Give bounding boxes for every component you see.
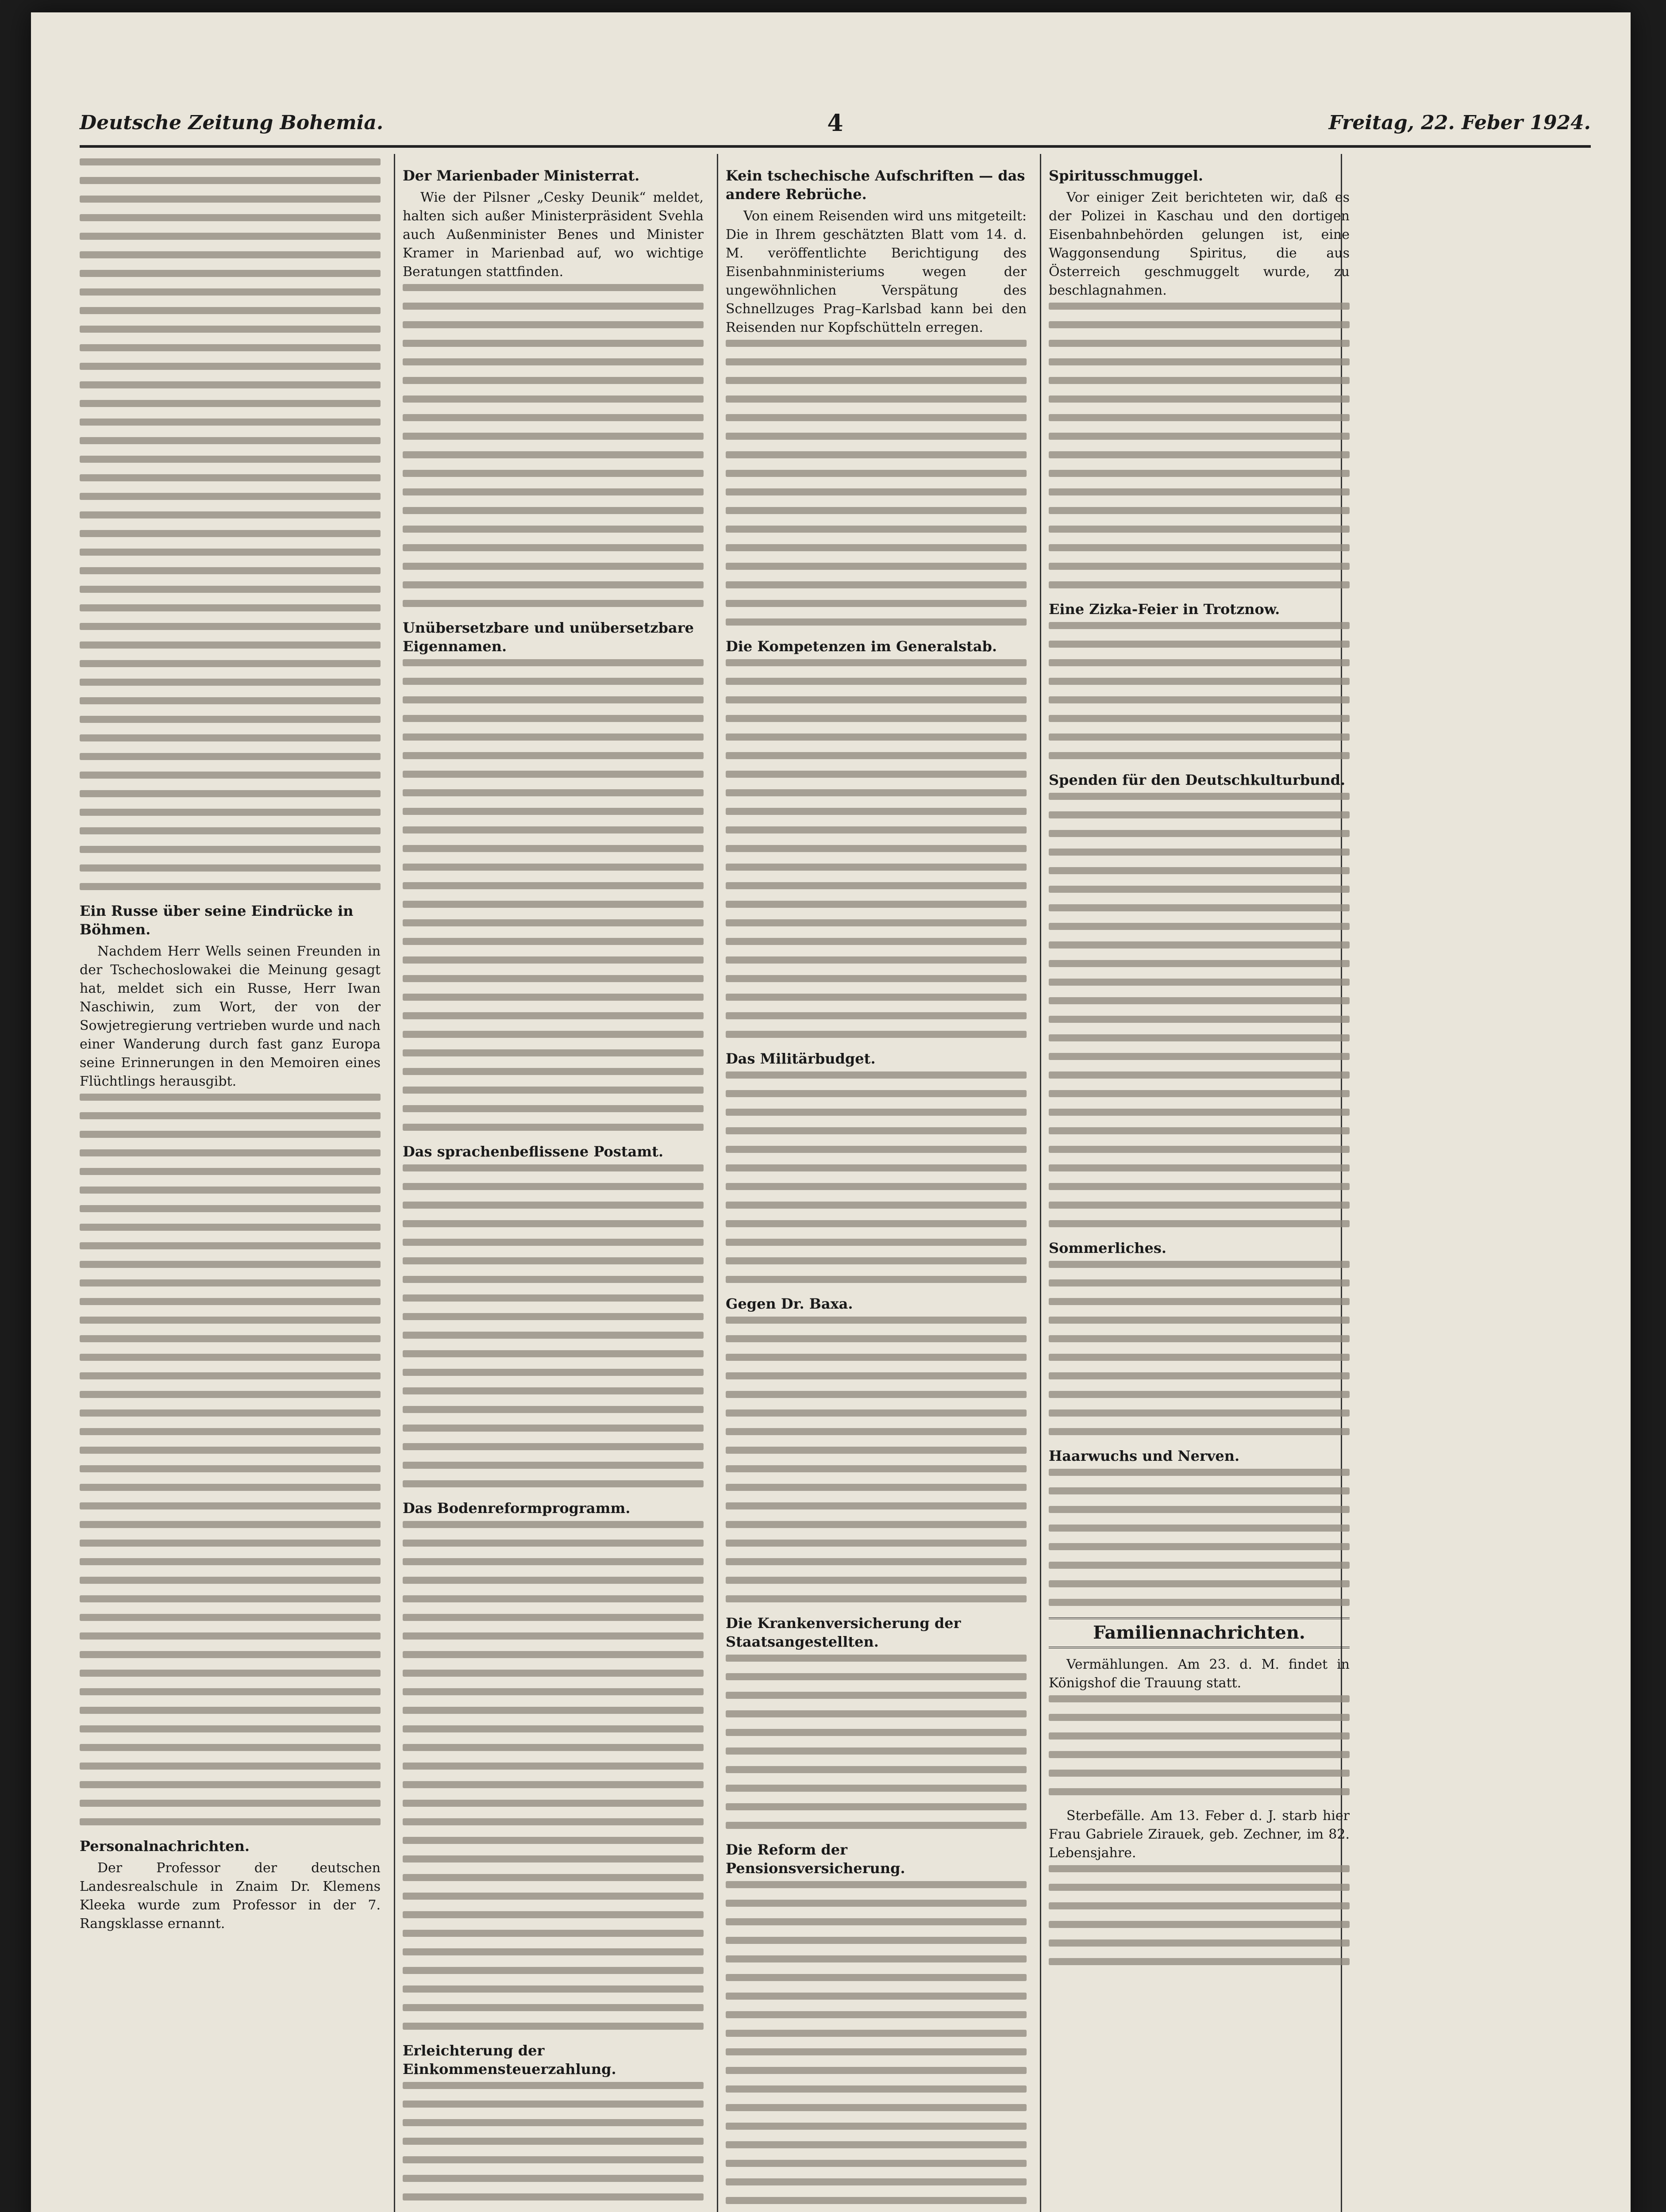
text-block — [726, 1881, 1027, 2212]
text-block — [403, 1521, 704, 2030]
article-heading: Die Reform der Pensionsversicherung. — [726, 1841, 905, 1877]
text-block — [403, 1164, 704, 1487]
column-3 — [726, 158, 1027, 2212]
text-block — [1049, 1695, 1350, 1795]
text-block — [726, 1317, 1027, 1602]
issue-date: Freitag, 22. Feber 1924. — [1328, 111, 1591, 134]
article-paragraph: Von einem Reisenden wird uns mitgeteilt: Die in Ihrem geschätzten Blatt vom 14. d. M. veröffentlichte Berichtigung des Eisenbahnministeriums wegen der ungewöhnlichen Verspätung des Schnellzuges Prag–Karlsbad kann bei den Reisenden nur Kopfschütteln erregen. — [726, 208, 1027, 335]
text-block — [1049, 622, 1350, 759]
text-block — [726, 340, 1027, 626]
article-heading: Spenden für den Deutschkulturbund. — [1049, 772, 1346, 788]
article-heading: Eine Zizka-Feier in Trotznow. — [1049, 601, 1280, 618]
article-heading: Sommerliches. — [1049, 1240, 1166, 1256]
page-header — [80, 105, 1591, 148]
article-heading: Der Marienbader Ministerrat. — [403, 167, 640, 184]
text-block — [1049, 1469, 1350, 1606]
article-heading: Kein tschechische Aufschriften — das andere Rebrüche. — [726, 167, 1025, 203]
text-block — [403, 284, 704, 607]
text-block — [1049, 793, 1350, 1227]
article-paragraph: Vor einiger Zeit berichteten wir, daß es der Polizei in Kaschau und den dortigen Eisenbahnbehörden gelungen ist, eine Waggonsendung Spiritus, die aus Österreich geschmuggelt wurde, zu beschlagnahmen. — [1049, 190, 1350, 298]
article-heading: Erleichterung der Einkommensteuerzahlung. — [403, 2042, 616, 2078]
text-block — [726, 659, 1027, 1038]
article-heading: Personalnachrichten. — [80, 1838, 250, 1855]
article-heading: Unübersetzbare und unübersetzbare Eigennamen. — [403, 619, 694, 655]
article-heading: Ein Russe über seine Eindrücke in Böhmen. — [80, 902, 354, 938]
column-4 — [1049, 158, 1350, 1977]
article-heading: Spiritusschmuggel. — [1049, 167, 1204, 184]
text-block — [1049, 1261, 1350, 1435]
article-heading: Das Militärbudget. — [726, 1050, 876, 1067]
article-paragraph: Wie der Pilsner „Cesky Deunik“ meldet, halten sich außer Ministerpräsident Svehla auch Außenminister Benes und Minister Kramer in Marienbad auf, wo wichtige Beratungen stattfinden. — [403, 190, 704, 280]
text-block — [80, 1094, 381, 1825]
text-block — [403, 659, 704, 1131]
column-rule — [717, 154, 718, 2212]
masthead: Deutsche Zeitung Bohemia. — [80, 111, 384, 134]
article-paragraph: Vermählungen. Am 23. d. M. findet in Königshof die Trauung statt. — [1049, 1657, 1350, 1691]
text-block — [403, 2082, 704, 2212]
article-heading: Die Kompetenzen im Generalstab. — [726, 638, 997, 655]
section-heading: Familiennachrichten. — [1049, 1617, 1350, 1648]
text-block — [1049, 303, 1350, 588]
article-heading: Das Bodenreformprogramm. — [403, 1500, 631, 1517]
column-2 — [403, 158, 704, 2212]
article-heading: Das sprachenbeflissene Postamt. — [403, 1143, 664, 1160]
article-heading: Die Krankenversicherung der Staatsangestellten. — [726, 1615, 961, 1650]
page-number: 4 — [827, 110, 843, 137]
column-rule — [394, 154, 395, 2212]
text-block — [80, 158, 381, 890]
article-paragraph: Der Professor der deutschen Landesrealschule in Znaim Dr. Klemens Kleeka wurde zum Professor in der 7. Rangsklasse ernannt. — [80, 1860, 381, 1932]
article-heading: Haarwuchs und Nerven. — [1049, 1448, 1240, 1464]
column-rule — [1040, 154, 1041, 2212]
article-heading: Gegen Dr. Baxa. — [726, 1295, 853, 1312]
text-block — [1049, 1865, 1350, 1965]
newspaper-page — [31, 12, 1631, 2212]
text-block — [726, 1655, 1027, 1829]
column-1 — [80, 158, 381, 1936]
text-block — [726, 1071, 1027, 1283]
article-paragraph: Nachdem Herr Wells seinen Freunden in der Tschechoslowakei die Meinung gesagt hat, meldet sich ein Russe, Herr Iwan Naschiwin, zum Wort, der von der Sowjetregierung vertrieben wurde und nach einer Wanderung durch fast ganz Europa seine Erinnerungen in den Memoiren eines Flüchtlings herausgibt. — [80, 944, 381, 1089]
article-paragraph: Sterbefälle. Am 13. Feber d. J. starb hier Frau Gabriele Zirauek, geb. Zechner, im 82. Lebensjahre. — [1049, 1808, 1350, 1861]
